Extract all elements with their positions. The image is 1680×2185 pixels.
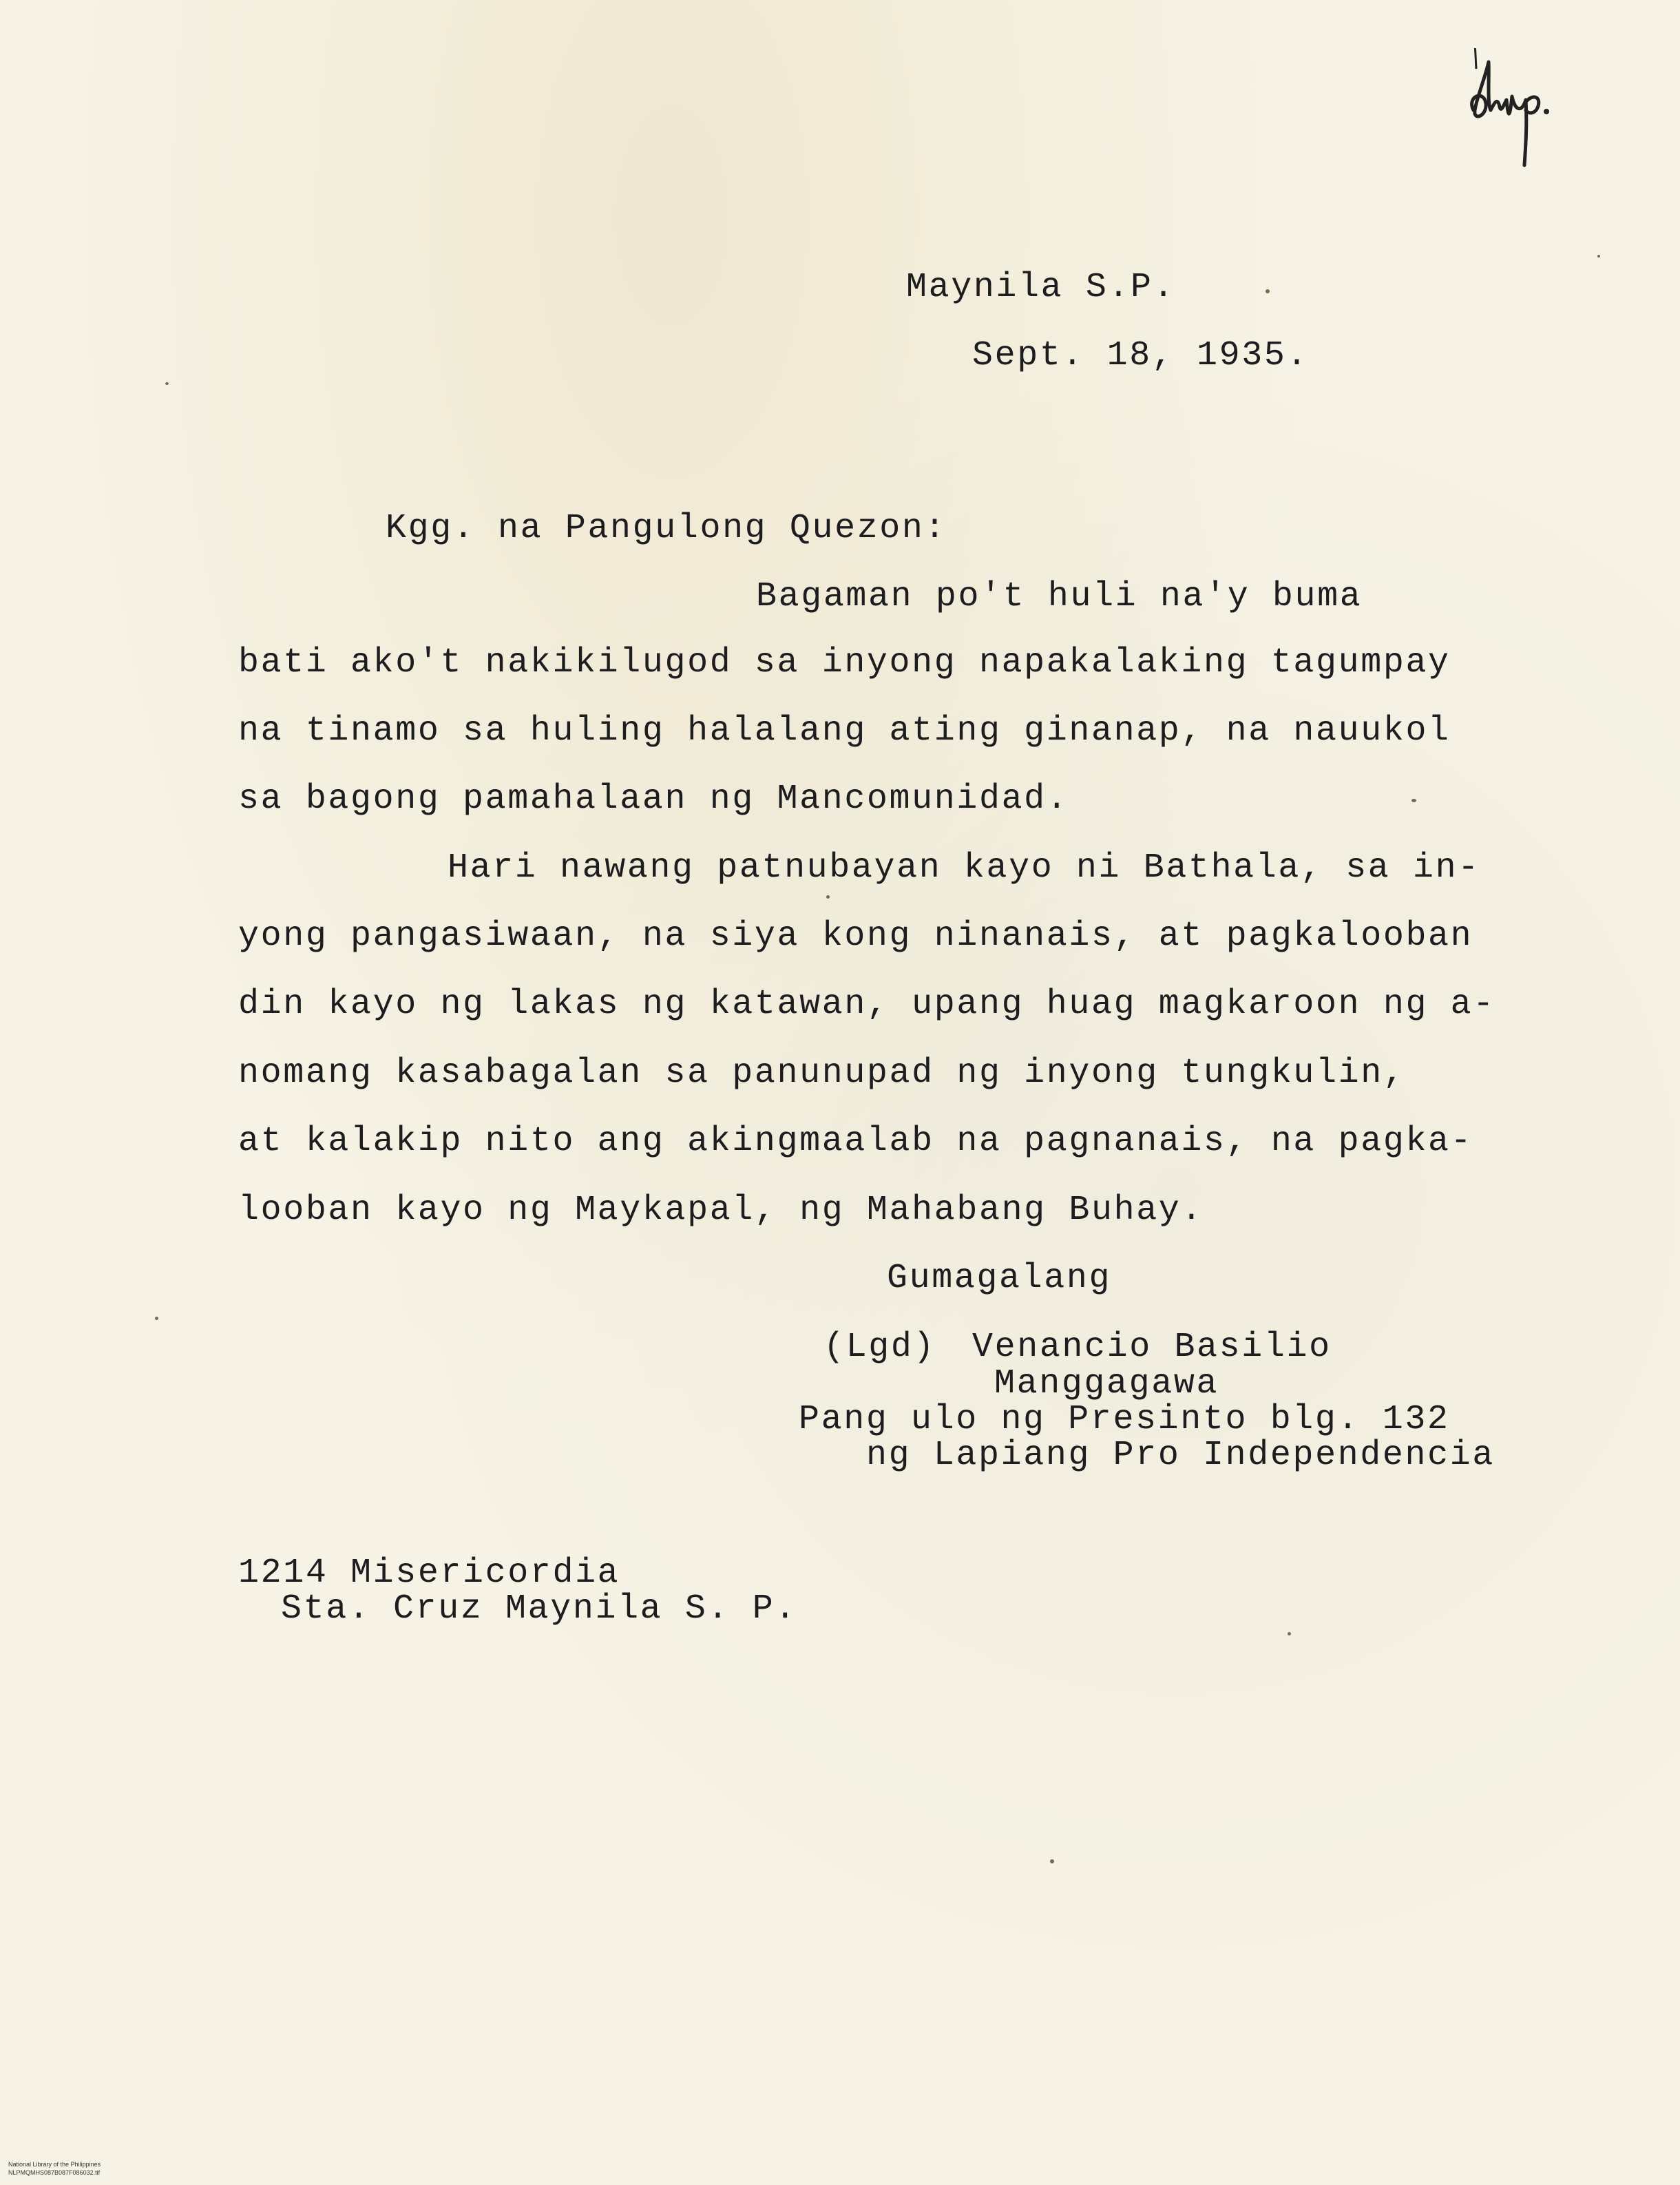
body-line: na tinamo sa huling halalang ating ginanap, na nauukol: [238, 711, 1451, 751]
sender-address-line2: Sta. Cruz Maynila S. P.: [281, 1589, 797, 1629]
signer-title-line1: Pang ulo ng Presinto blg. 132: [799, 1400, 1450, 1439]
letter-salutation: Kgg. na Pangulong Quezon:: [386, 509, 947, 548]
archive-institution: National Library of the Philippines: [8, 2161, 101, 2168]
body-line: sa bagong pamahalaan ng Mancomunidad.: [238, 780, 1069, 819]
archive-footer: [1, 2152, 112, 2185]
signer-name: Venancio Basilio: [972, 1328, 1332, 1367]
complimentary-close: Gumagalang: [887, 1259, 1112, 1298]
body-line: looban kayo ng Maykapal, ng Mahabang Buhay.: [238, 1191, 1204, 1230]
signer-occupation: Manggagawa: [994, 1364, 1219, 1403]
body-line: din kayo ng lakas ng katawan, upang huag magkaroon ng a-: [238, 985, 1495, 1024]
letter-place: Maynila S.P.: [906, 268, 1176, 307]
body-line: at kalakip nito ang akingmaalab na pagnanais, na pagka-: [238, 1122, 1473, 1161]
signature-prefix: (Lgd): [823, 1328, 936, 1367]
handwritten-note: [1467, 48, 1570, 172]
body-line: yong pangasiwaan, na siya kong ninanais, at pagkalooban: [238, 917, 1473, 956]
sender-address-line1: 1214 Misericordia: [238, 1554, 620, 1593]
signer-title-line2: ng Lapiang Pro Independencia: [866, 1436, 1495, 1475]
body-line: Hari nawang patnubayan kayo ni Bathala, sa in-: [448, 848, 1480, 888]
body-line: Bagaman po't huli na'y buma: [756, 577, 1363, 616]
body-line: bati ako't nakikilugod sa inyong napakalaking tagumpay: [238, 643, 1451, 682]
body-line: nomang kasabagalan sa panunupad ng inyong tungkulin,: [238, 1054, 1406, 1093]
archive-file-ref: NLPMQMHS087B087F086032.tif: [8, 2169, 101, 2176]
letter-date: Sept. 18, 1935.: [972, 336, 1310, 375]
